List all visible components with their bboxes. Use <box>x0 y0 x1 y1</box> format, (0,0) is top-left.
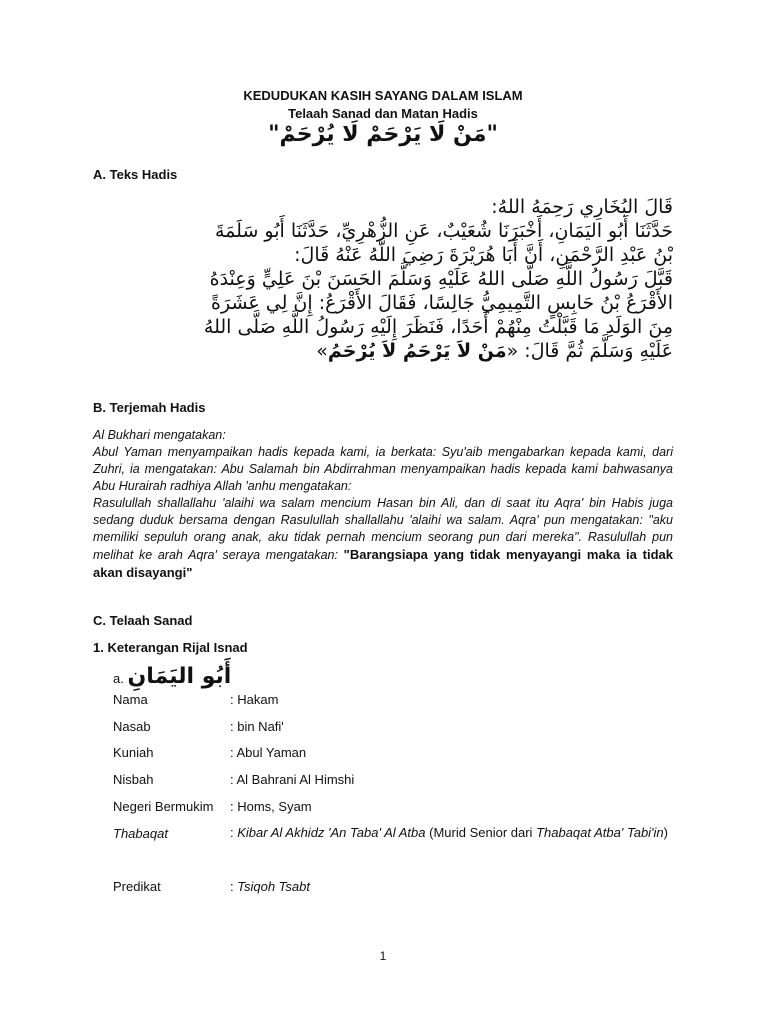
row-key: Nasab <box>113 719 151 734</box>
translation-matan <box>93 495 673 582</box>
arabic-line: قَبَّلَ رَسُولُ اللَّهِ صَلَّى اللهُ عَلَيْهِ وَسَلَّمَ الحَسَنَ بْنَ عَلِيٍّ وَعِنْدَهُ <box>209 268 673 290</box>
row-value: : Homs, Syam <box>230 799 312 814</box>
rijal-label: a. <box>113 671 128 686</box>
translation-text <box>93 427 673 582</box>
arabic-line-plain: عَلَيْهِ وَسَلَّمَ ثُمَّ قَالَ: « <box>506 340 673 362</box>
hadith-title-arabic: "مَنْ لَا يَرْحَمْ لَا يُرْحَمْ" <box>268 122 498 147</box>
document-title: KEDUDUKAN KASIH SAYANG DALAM ISLAM <box>243 88 523 103</box>
arabic-line: الأَقْرَعُ بْنُ حَابِسٍ التَّمِيمِيُّ جَالِسًا، فَقَالَ الأَقْرَعُ: إِنَّ لِي عَشَرَةً <box>211 292 673 314</box>
section-heading-b: B. Terjemah Hadis <box>93 400 206 415</box>
row-value: : bin Nafi' <box>230 719 284 734</box>
row-value: : Hakam <box>230 692 279 707</box>
row-value: : Al Bahrani Al Himshi <box>230 772 355 787</box>
rijal-name-arabic: أَبُو اليَمَانِ <box>127 664 232 689</box>
row-value-plain: (Murid Senior dari <box>425 825 537 840</box>
translation-matan-text: Rasulullah shallallahu 'alaihi wa salam mencium Hasan bin Ali, dan di saat itu Aqra' bin Habis juga sedang duduk bersama dengan Rasulullah shallallahu 'alaihi wa salam. Aqra' pun mengatakan: "aku memiliki sepuluh orang anak, aku tidak pernah mencium seorang pun dari mereka". Rasulullah pun melihat ke arah Aqra' seraya mengatakan: <box>93 496 673 562</box>
section-heading-a: A. Teks Hadis <box>93 167 178 182</box>
arabic-line: مِنَ الوَلَدِ مَا قَبَّلْتُ مِنْهُمْ أَحَدًا، فَنَظَرَ إِلَيْهِ رَسُولُ اللَّهِ صَلَّى اللهُ <box>203 316 673 338</box>
row-value-italic: Tsiqoh Tsabt <box>237 879 310 894</box>
row-value-colon: : <box>230 825 238 840</box>
row-value <box>230 820 675 846</box>
row-key: Thabaqat <box>113 826 168 841</box>
arabic-hadith-text <box>93 195 673 363</box>
arabic-line-close: » <box>316 340 328 362</box>
subsection-heading-c1: 1. Keterangan Rijal Isnad <box>93 640 248 655</box>
row-key: Nama <box>113 692 148 707</box>
document-subtitle: Telaah Sanad dan Matan Hadis <box>288 106 478 121</box>
row-key: Negeri Bermukim <box>113 799 214 814</box>
section-heading-c: C. Telaah Sanad <box>93 613 193 628</box>
row-value-italic: Thabaqat Atba' Tabi'in <box>536 825 664 840</box>
row-value: : Abul Yaman <box>230 745 307 760</box>
arabic-line: قَالَ البُخَارِي رَحِمَهُ اللهُ: <box>491 196 673 218</box>
row-value-colon: : <box>230 879 238 894</box>
row-value-italic: Kibar Al Akhidz 'An Taba' Al Atba <box>237 825 426 840</box>
row-value-close: ) <box>663 825 669 840</box>
page-number: 1 <box>379 949 387 963</box>
arabic-line-last <box>93 339 673 363</box>
row-key: Kuniah <box>113 745 154 760</box>
arabic-line: حَدَّثَنَا أَبُو اليَمَانِ، أَخْبَرَنَا شُعَيْبٌ، عَنِ الزُّهْرِيِّ، حَدَّثَنَا أَبُو سَلَمَةَ <box>214 220 673 242</box>
arabic-line: بْنُ عَبْدِ الرَّحْمَنِ، أَنَّ أَبَا هُرَيْرَةَ رَضِيَ اللَّهُ عَنْهُ قَالَ: <box>294 244 673 266</box>
rijal-heading <box>113 664 231 689</box>
translation-matan-bold: "Barangsiapa yang tidak menyayangi maka ia tidak akan disayangi" <box>93 547 673 580</box>
row-value <box>230 879 675 894</box>
translation-sanad: Abul Yaman menyampaikan hadis kepada kami, ia berkata: Syu'aib mengabarkan kepada kami, dari Zuhri, ia mengatakan: Abu Salamah bin Abdirrahman menyampaikan hadis kepada kami bahwasanya Abu Hurairah radhiya Allah 'anhu mengatakan: <box>93 445 673 493</box>
translation-intro: Al Bukhari mengatakan: <box>93 428 226 442</box>
row-key: Predikat <box>113 879 161 894</box>
row-key: Nisbah <box>113 772 154 787</box>
arabic-line-bold: مَنْ لاَ يَرْحَمُ لاَ يُرْحَمُ <box>327 340 507 362</box>
